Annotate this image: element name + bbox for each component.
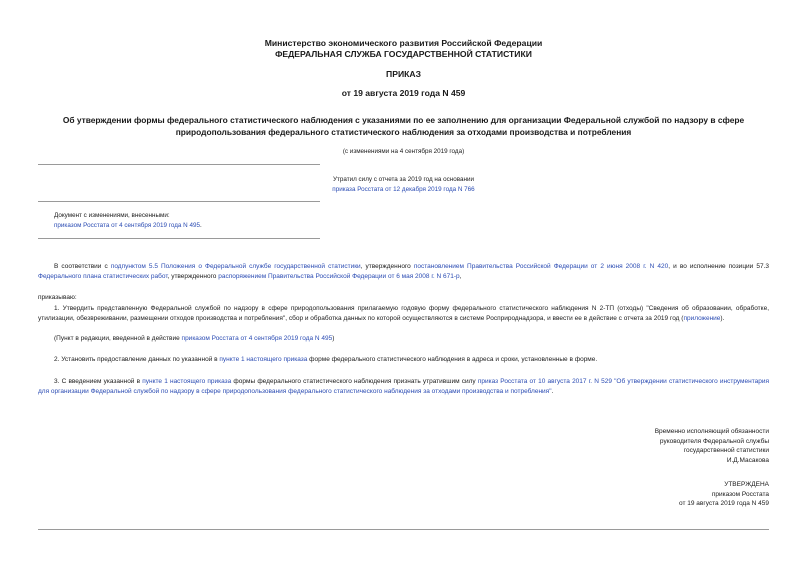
approval-block [679,480,769,509]
changes-label: Документ с изменениями, внесенными: [54,212,170,219]
signatory-name: И.Д.Масакова [726,456,769,464]
intro-link-order[interactable]: распоряжением Правительства Российской Федерации от 6 мая 2008 г. N 671-р [218,272,460,280]
signature-line: руководителя Федеральной службы [659,437,769,445]
divider [38,238,320,239]
intro-link-plan[interactable]: Федерального плана статистических работ [38,272,168,280]
bottom-divider [38,529,769,530]
ministry-name: Министерство экономического развития Российской Федерации [264,38,543,48]
item-3-link-order[interactable]: приказ Росстата от 10 августа 2017 г. N 529 "Об утверждении статистического инструментария для организации Федеральной службой по надзору в сфере природопользования федерального статистического наблюдения за отходами производства и потребления" [38,378,769,395]
item-3-link-point[interactable]: пункте 1 настоящего приказа [142,378,232,385]
service-name: ФЕДЕРАЛЬНАЯ СЛУЖБА ГОСУДАРСТВЕННОЙ СТАТИСТИКИ [275,49,532,59]
signature-block [655,427,769,465]
changes-block: Документ с изменениями, внесенными: приказом Росстата от 4 сентября 2019 года N 495. [54,211,354,230]
item-1-paragraph: 1. Утвердить представленную Федеральной службой по надзору в сфере природопользования прилагаемую годовую форму федерального статистического наблюдения N 2-ТП (отходы) "Сведения об образовании, обработке, утилизации, обезвреживании, размещении отходов производства и потребления", сбор и обработка данных по которой осуществляются в системе Росприроднадзора, и ввести ее в действие с отчета за 2019 год (приложение). [38,305,769,322]
intro-link-regulation[interactable]: подпунктом 5.5 Положения о Федеральной службе государственной статистики [110,263,361,270]
validity-link[interactable]: приказа Росстата от 12 декабря 2019 года N 766 [332,185,475,193]
item-2-paragraph: 2. Установить предоставление данных по указанной в пункте 1 настоящего приказа форме федерального статистического наблюдения в адреса и сроки, установленные в форме. [54,356,598,363]
appendix-link[interactable]: приложение [683,314,721,322]
document-title: Об утверждении формы федерального статистического наблюдения с указаниями по ее заполнению для организации Федеральной службой по надзору в сфере природопользования федерального статистического наблюдения за отходами производства и потребления [62,115,745,137]
item-2-link[interactable]: пункте 1 настоящего приказа [219,356,308,363]
document-type: ПРИКАЗ [386,69,421,79]
validity-block [0,175,807,194]
signature-line: государственной статистики [683,447,769,455]
approval-line: от 19 августа 2019 года N 459 [678,500,769,508]
divider [38,201,320,202]
item-1-note-link[interactable]: приказом Росстата от 4 сентября 2019 года N 495 [181,335,333,342]
changes-link[interactable]: приказом Росстата от 4 сентября 2019 года N 495 [54,221,200,229]
approval-line: УТВЕРЖДЕНА [724,481,769,488]
divider [38,164,320,165]
amendment-note: (с изменениями на 4 сентября 2019 года) [342,148,465,155]
order-word: приказываю: [38,294,77,301]
document-date-number: от 19 августа 2019 года N 459 [341,88,466,98]
approval-line: приказом Росстата [711,490,769,498]
validity-text: Утратил силу с отчета за 2019 год на основании [332,176,475,183]
intro-paragraph: В соответствии с подпунктом 5.5 Положения о Федеральной службе государственной статистики, утвержденного постановлением Правительства Российской Федерации от 2 июня 2008 г. N 420, и во исполнение позиции 57.3 Федерального плана статистических работ, утвержденного распоряжением Правительства Российской Федерации от 6 мая 2008 г. N 671-р, [38,263,770,280]
item-1-note: (Пункт в редакции, введенной в действие приказом Росстата от 4 сентября 2019 года N 495) [54,335,335,342]
item-3-paragraph: 3. С введением указанной в пункте 1 настоящего приказа формы федерального статистического наблюдения признать утратившим силу приказ Росстата от 10 августа 2017 г. N 529 "Об утверждении статистического инструментария для организации Федеральной службой по надзору в сфере природопользования федерального статистического наблюдения за отходами производства и потребления". [38,378,769,395]
intro-link-decree[interactable]: постановлением Правительства Российской Федерации от 2 июня 2008 г. N 420 [413,263,669,270]
signature-line: Временно исполняющий обязанности [654,428,769,435]
